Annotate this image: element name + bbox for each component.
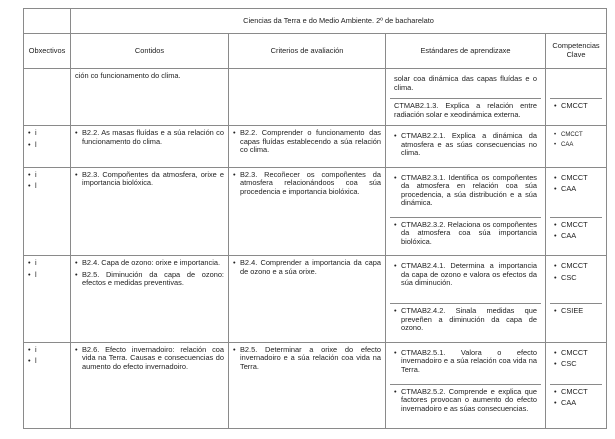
competencias-cell [546,126,607,168]
obxectivos-cell [24,69,71,126]
obxectivo-item: • i [28,129,66,138]
standards-cell [386,256,546,343]
criterios-cell [229,256,386,343]
standard-text: CTMAB2.1.3. Explica a relación entre radiación solar e xeodinámica externa. [394,101,537,119]
standard-text: • CTMAB2.4.2. Sinala medidas que preveñen a diminución da capa de ozono. [394,307,537,333]
obxectivo-item: • l [28,271,66,280]
standards-cell [386,167,546,256]
competencia-item: • CMCCT [554,132,598,139]
competencia-item: • CMCCT [554,174,598,183]
standard-item [390,346,541,384]
obxectivo-item: • l [28,357,66,366]
competencias-group [550,98,602,117]
competencia-item: • CAA [554,185,598,194]
contido-item: • B2.2. As masas fluídas e a súa relación co funcionamento do clima. [75,129,224,146]
competencia-item: • CSC [554,360,598,369]
criterios-cell [229,167,386,256]
competencias-cell [546,167,607,256]
contido-text: ción co funcionamento do clima. [75,71,181,80]
table-title: Ciencias da Terra e do Medio Ambiente. 2º de bacharelato [71,9,607,34]
competencia-item: • CMCCT [554,221,598,230]
obxectivos-cell [24,167,71,256]
standard-item [390,384,541,420]
table-row [24,256,607,343]
standard-item [390,171,541,217]
competencias-group [550,346,602,384]
obxectivo-item: • l [28,141,66,150]
table-row [24,167,607,256]
competencia-item: • CSIEE [554,307,598,316]
standard-item [390,303,541,339]
criterio-item: • B2.3. Recoñecer os compoñentes da atmosfera relacionándoos coa súa procedencia e importancia biolóxica. [233,171,381,197]
contidos-cell [71,69,229,126]
standard-item [390,217,541,253]
table-row [24,126,607,168]
blank-corner-cell [24,9,71,34]
standard-text: • CTMAB2.3.1. Identifica os compoñentes da atmosfera en relación coa súa procedencia, a súa distribución e a súa dinámica. [394,174,537,208]
contido-item: • B2.5. Diminución da capa de ozono: efectos e medidas preventivas. [75,271,224,288]
column-header-contidos: Contidos [71,34,229,69]
competencia-item: • CMCCT [554,349,598,358]
competencia-item: • CMCCT [554,102,598,111]
standard-item [390,98,541,122]
obxectivos-cell [24,256,71,343]
obxectivo-item: • i [28,259,66,268]
contidos-cell [71,126,229,168]
column-header-obxectivos: Obxectivos [24,34,71,69]
column-header-criterios: Criterios de avaliación [229,34,386,69]
standard-text: • CTMAB2.2.1. Explica a dinámica da atmosfera e as súas consecuencias no clima. [394,132,537,158]
criterio-item: • B2.5. Determinar a orixe do efecto invernadoiro e a súa relación coa vida na Terra. [233,346,381,372]
standards-cell [386,69,546,126]
contido-item: • B2.3. Compoñentes da atmosfera, orixe e importancia biolóxica. [75,171,224,188]
contido-item: • B2.4. Capa de ozono: orixe e importancia. [75,259,224,268]
criterios-cell [229,69,386,126]
competencia-item: • CMCCT [554,388,598,397]
competencias-cell [546,342,607,428]
competencia-item: • CAA [554,399,598,408]
competencias-cell [546,256,607,343]
standard-item [390,259,541,303]
standard-text: solar coa dinámica das capas fluídas e o clima. [394,74,537,92]
obxectivo-item: • i [28,171,66,180]
column-header-competencias: Competencias Clave [546,34,607,69]
competencias-group [550,384,602,414]
standard-text: • CTMAB2.3.2. Relaciona os compoñentes da atmosfera coa súa importancia biolóxica. [394,221,537,247]
standard-text: • CTMAB2.5.1. Valora o efecto invernadoiro e a súa relación coa vida na Terra. [394,349,537,375]
curriculum-table [23,8,607,429]
competencia-item: • CAA [554,142,598,149]
competencia-item: • CAA [554,232,598,241]
competencias-group [550,171,602,217]
table-row [24,342,607,428]
competencias-cell [546,69,607,126]
competencias-group [550,72,602,98]
obxectivo-item: • l [28,182,66,191]
standards-cell [386,126,546,168]
competencias-group [550,303,602,322]
contido-item: • B2.6. Efecto invernadoiro: relación coa vida na Terra. Causas e consecuencias do aumento do efecto invernadoiro. [75,346,224,372]
standard-item [390,129,541,164]
column-header-estandares: Estándares de aprendizaxe [386,34,546,69]
standard-item [390,72,541,98]
obxectivo-item: • i [28,346,66,355]
competencias-group [550,259,602,303]
criterios-cell [229,126,386,168]
obxectivos-cell [24,342,71,428]
obxectivos-cell [24,126,71,168]
standards-cell [386,342,546,428]
criterio-item: • B2.2. Comprender o funcionamento das capas fluídas establecendo a súa relación co clima. [233,129,381,155]
contidos-cell [71,167,229,256]
criterios-cell [229,342,386,428]
curriculum-sheet [23,8,607,429]
competencia-item: • CSC [554,274,598,283]
competencias-group [550,129,602,155]
table-row [24,69,607,126]
standard-text: • CTMAB2.4.1. Determina a importancia da capa de ozono e valora os efectos da súa diminución. [394,262,537,288]
competencia-item: • CMCCT [554,262,598,271]
criterio-item: • B2.4. Comprender a importancia da capa de ozono e a súa orixe. [233,259,381,276]
standard-text: • CTMAB2.5.2. Comprende e explica que factores provocan o aumento do efecto invernadoiro e as súas consecuencias. [394,388,537,414]
contidos-cell [71,256,229,343]
competencias-group [550,217,602,247]
contidos-cell [71,342,229,428]
